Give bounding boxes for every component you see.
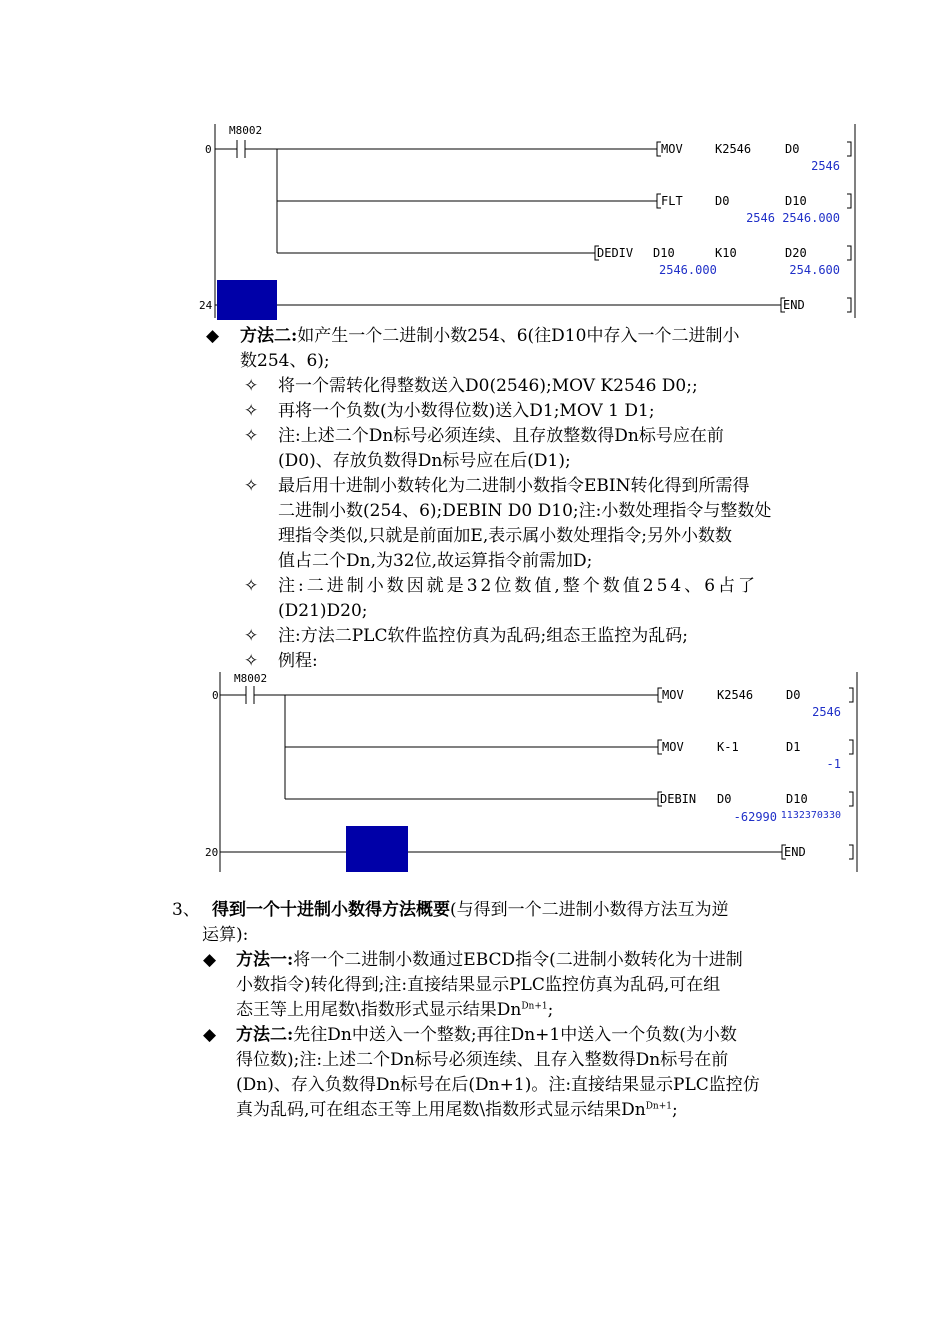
operand-a: K2546: [717, 688, 754, 702]
section3-heading: 得到一个十进制小数得方法概要: [212, 900, 450, 920]
end-instruction: END: [783, 298, 805, 312]
s3-method1-sup: Dn+1: [521, 1001, 548, 1012]
contact-label: M8002: [229, 124, 263, 137]
sub-bullet: ✧: [244, 476, 259, 496]
sub-item-4-line3: 理指令类似,只就是前面加E,表示属小数处理指令;另外小数数: [278, 526, 732, 546]
bullet-diamond: ◆: [203, 950, 217, 970]
s3-method1-heading: 方法一:: [236, 950, 294, 970]
op-label: DEBIN: [660, 792, 697, 806]
op-label: MOV: [662, 740, 684, 754]
operand-a: D0: [715, 194, 730, 208]
operand-a: K10: [715, 246, 737, 260]
sub-bullet: ✧: [244, 576, 259, 596]
operand-b: D1: [786, 740, 801, 754]
step-number-end: 20: [205, 846, 219, 859]
s3-method2-line4: [236, 1098, 678, 1123]
monitor-value: 2546: [812, 705, 841, 719]
sub-bullet: ✧: [244, 626, 259, 646]
ladder-diagram-2: [200, 668, 865, 878]
sub-item-4-line1: 最后用十进制小数转化为二进制小数指令EBIN转化得到所需得: [278, 476, 750, 496]
s3-method1-line1: [236, 948, 743, 973]
monitor-value-a: -62990: [733, 810, 777, 824]
s3-method2-line2: 得位数);注:上述二个Dn标号必须连续、且存入整数得Dn标号在前: [236, 1050, 729, 1070]
s3-method2-text4: 真为乱码,可在组态王等上用尾数\指数形式显示结果Dn: [236, 1100, 646, 1120]
step-number-top: 0: [212, 689, 219, 702]
instruction-mov-1: [657, 142, 851, 173]
sub-bullet: ✧: [244, 651, 259, 671]
s3-method2-tail: ;: [672, 1100, 678, 1120]
method2-line1: [240, 324, 739, 349]
op-label: MOV: [662, 688, 684, 702]
section3-rest: (与得到一个二进制小数得方法互为逆: [450, 900, 729, 920]
bullet-diamond: ◆: [206, 326, 220, 346]
step-number-end: 24: [199, 299, 213, 312]
operand-b: D0: [785, 142, 800, 156]
s3-method1-text: 将一个二进制小数通过EBCD指令(二进制小数转化为十进制: [293, 950, 743, 970]
sub-item-7: 例程:: [278, 651, 318, 671]
s3-method1-tail: ;: [547, 1000, 554, 1020]
s3-method2-sup: Dn+1: [645, 1101, 672, 1112]
monitor-value: -1: [826, 757, 841, 771]
s3-method1-line3: [236, 998, 553, 1023]
sub-item-3-line2: (D0)、存放负数得Dn标号应在后(D1);: [278, 451, 571, 471]
contact-label: M8002: [234, 672, 268, 685]
step-number-top: 0: [205, 143, 212, 156]
sub-item-5-line2: (D21)D20;: [278, 601, 368, 621]
bullet-diamond: ◆: [203, 1025, 217, 1045]
sub-bullet: ✧: [244, 401, 259, 421]
instruction-dediv: [595, 246, 851, 277]
end-instruction: END: [784, 845, 806, 859]
monitor-value: 2546 2546.000: [746, 211, 840, 225]
op-label: FLT: [661, 194, 683, 208]
instruction-debin: [658, 792, 853, 824]
operand-pre: D10: [653, 246, 675, 260]
s3-method2-heading: 方法二:: [236, 1025, 294, 1045]
method2-text: 如产生一个二进制小数254、6(往D10中存入一个二进制小: [297, 326, 740, 346]
method2-heading: 方法二:: [240, 326, 298, 346]
sub-item-5-line1: 注:二进制小数因就是32位数值,整个数值254、6占了: [278, 576, 759, 596]
op-label: MOV: [661, 142, 683, 156]
s3-method1-text3: 态王等上用尾数\指数形式显示结果Dn: [236, 1000, 522, 1020]
s3-method2-line3: (Dn)、存入负数得Dn标号在后(Dn+1)。注:直接结果显示PLC监控仿: [236, 1075, 760, 1095]
sub-item-2: 再将一个负数(为小数得位数)送入D1;MOV 1 D1;: [278, 401, 655, 421]
cursor-block: [217, 280, 277, 320]
monitor-value-pre: 2546.000: [659, 263, 717, 277]
s3-method1-line2: 小数指令)转化得到;注:直接结果显示PLC监控仿真为乱码,可在组: [236, 975, 721, 995]
operand-b: D20: [785, 246, 807, 260]
instruction-flt: [657, 194, 851, 225]
section3-line2: 运算):: [202, 925, 249, 945]
s3-method2-line1: [236, 1023, 737, 1048]
operand-b: D10: [786, 792, 808, 806]
operand-a: K-1: [717, 740, 739, 754]
instruction-mov-1: [658, 688, 853, 719]
instruction-mov-2: [658, 740, 853, 771]
cursor-block: [346, 826, 408, 872]
section3-number: 3、: [172, 900, 200, 920]
operand-a: K2546: [715, 142, 752, 156]
monitor-value-b: 1132370330: [780, 810, 841, 821]
s3-method2-text: 先往Dn中送入一个整数;再往Dn+1中送入一个负数(为小数: [293, 1025, 737, 1045]
sub-bullet: ✧: [244, 426, 259, 446]
sub-item-4-line4: 值占二个Dn,为32位,故运算指令前需加D;: [278, 551, 593, 571]
operand-b: D0: [786, 688, 801, 702]
sub-bullet: ✧: [244, 376, 259, 396]
sub-item-3-line1: 注:上述二个Dn标号必须连续、且存放整数得Dn标号应在前: [278, 426, 724, 446]
sub-item-6: 注:方法二PLC软件监控仿真为乱码;组态王监控为乱码;: [278, 626, 688, 646]
monitor-value: 2546: [811, 159, 840, 173]
section3-line1: [212, 898, 729, 923]
ladder-diagram-1: [195, 118, 865, 323]
operand-b: D10: [785, 194, 807, 208]
sub-item-1: 将一个需转化得整数送入D0(2546);MOV K2546 D0;;: [278, 376, 698, 396]
monitor-value: 254.600: [789, 263, 840, 277]
op-label: DEDIV: [597, 246, 634, 260]
method2-line2: 数254、6);: [240, 351, 330, 371]
operand-a: D0: [717, 792, 732, 806]
sub-item-4-line2: 二进制小数(254、6);DEBIN D0 D10;注:小数处理指令与整数处: [278, 501, 772, 521]
